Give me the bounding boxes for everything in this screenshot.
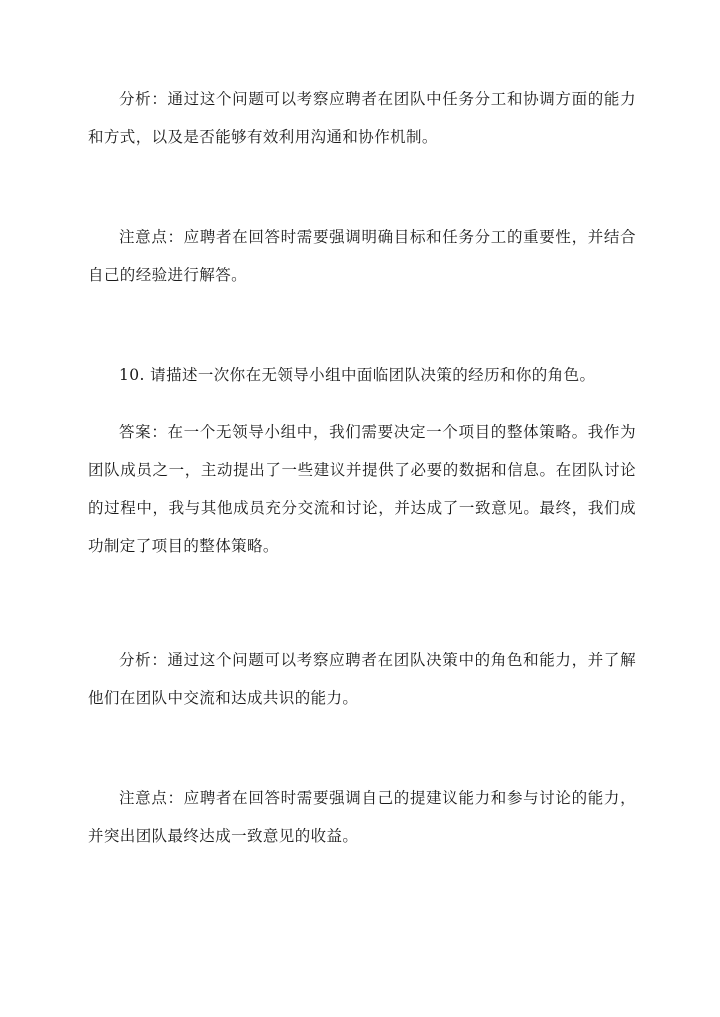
question-heading: 10. 请描述一次你在无领导小组中面临团队决策的经历和你的角色。 xyxy=(119,366,596,384)
note-paragraph: 注意点：应聘者在回答时需要强调明确目标和任务分工的重要性，并结合自己的经验进行解答。 xyxy=(88,228,636,284)
analysis-paragraph: 分析：通过这个问题可以考察应聘者在团队决策中的角色和能力，并了解他们在团队中交流和达成共识的能力。 xyxy=(88,651,636,707)
note-paragraph: 注意点：应聘者在回答时需要强调自己的提建议能力和参与讨论的能力，并突出团队最终达成一致意见的收益。 xyxy=(88,789,636,845)
answer-paragraph: 答案：在一个无领导小组中，我们需要决定一个项目的整体策略。我作为团队成员之一，主动提出了一些建议并提供了必要的数据和信息。在团队讨论的过程中，我与其他成员充分交流和讨论，并达成了一致意见。最终，我们成功制定了项目的整体策略。 xyxy=(88,423,636,555)
analysis-paragraph: 分析：通过这个问题可以考察应聘者在团队中任务分工和协调方面的能力和方式，以及是否能够有效利用沟通和协作机制。 xyxy=(88,90,636,146)
